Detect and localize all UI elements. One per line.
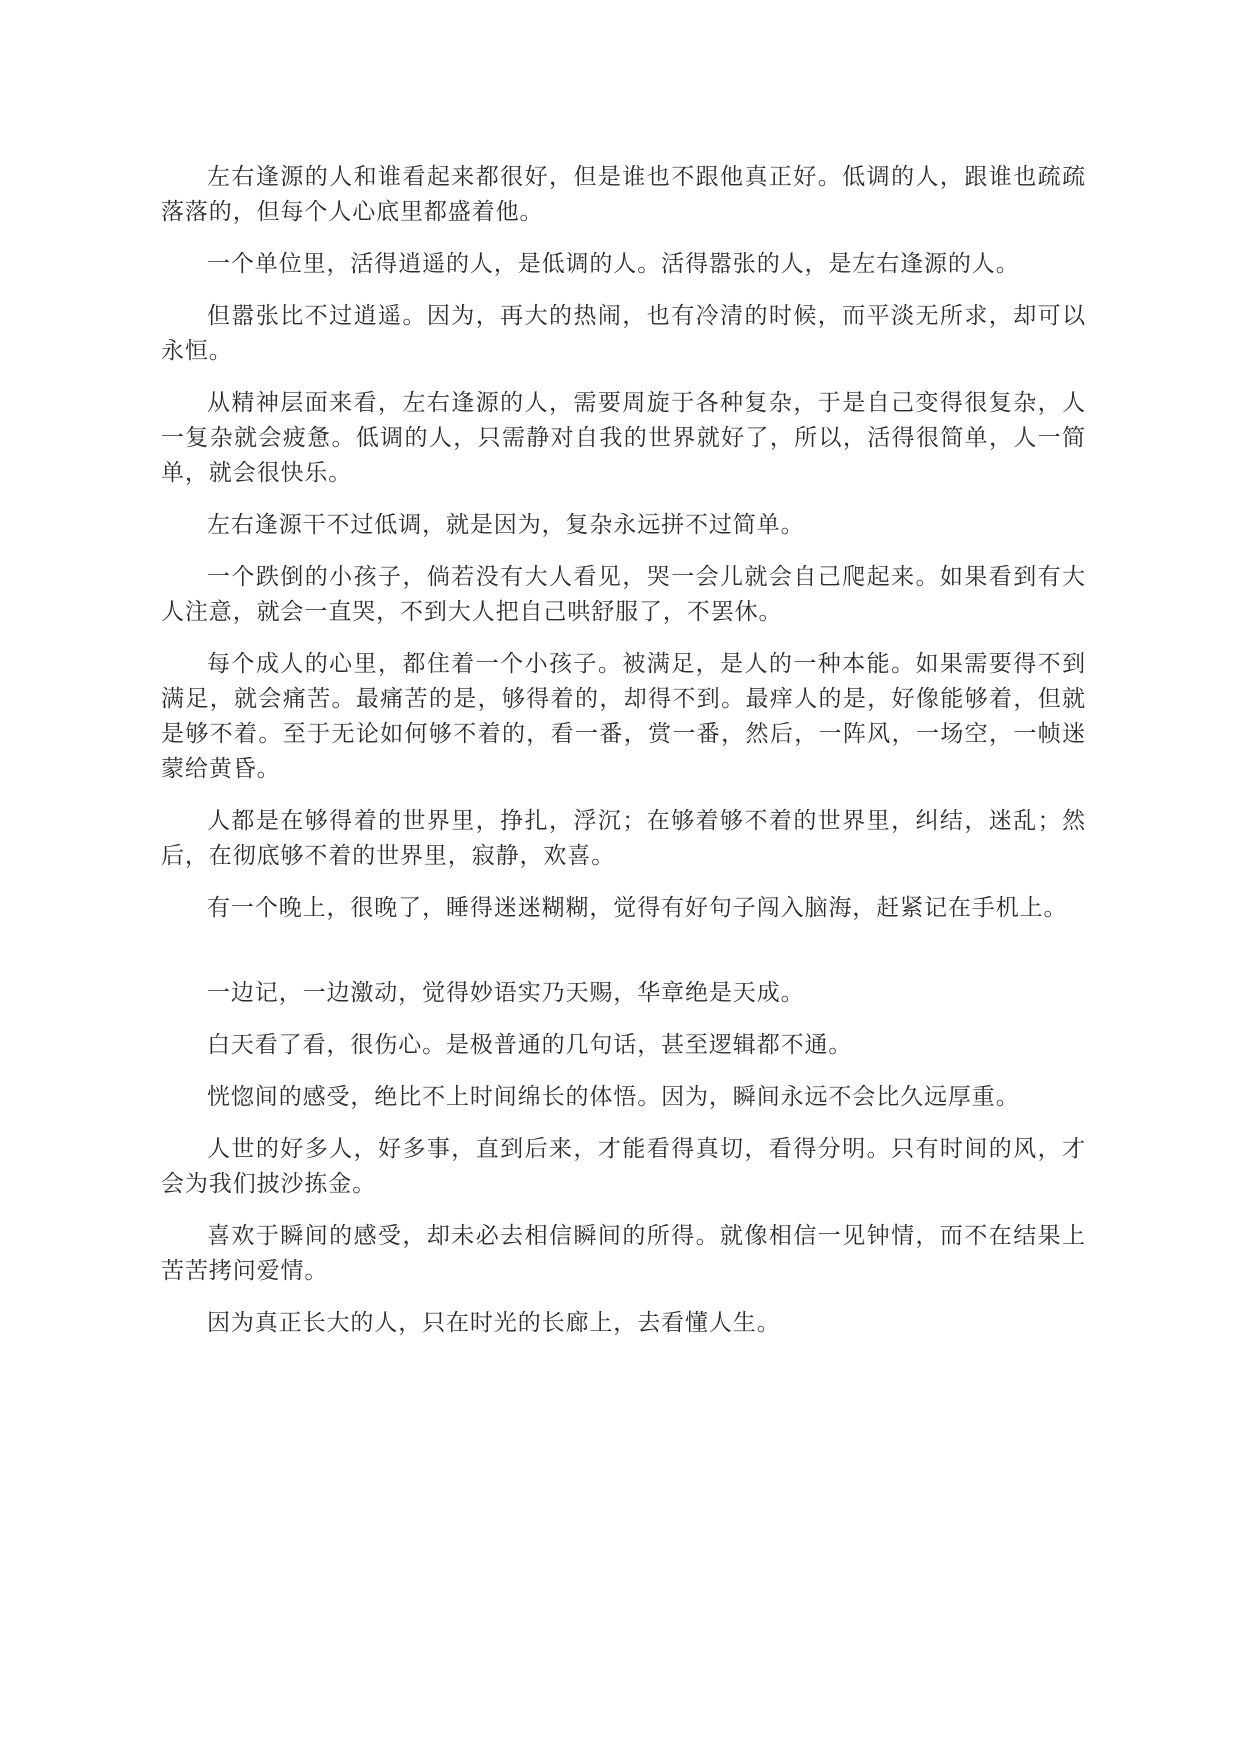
paragraph: 有一个晚上，很晚了，睡得迷迷糊糊，觉得有好句子闯入脑海，赶紧记在手机上。 — [207, 895, 1068, 921]
document-body — [161, 160, 1086, 1358]
paragraph: 一边记，一边激动，觉得妙语实乃天赐，华章绝是天成。 — [207, 980, 805, 1006]
paragraph: 喜欢于瞬间的感受，却未必去相信瞬间的所得。就像相信一见钟情，而不在结果上苦苦拷问爱情。 — [161, 1223, 1086, 1284]
paragraph: 人都是在够得着的世界里，挣扎，浮沉；在够着够不着的世界里，纠结，迷乱；然后，在彻底够不着的世界里，寂静，欢喜。 — [161, 808, 1086, 869]
paragraph: 左右逢源干不过低调，就是因为，复杂永远拼不过简单。 — [207, 512, 805, 538]
paragraph: 但嚣张比不过逍遥。因为，再大的热闹，也有冷清的时候，而平淡无所求，却可以永恒。 — [161, 303, 1086, 364]
paragraph: 从精神层面来看，左右逢源的人，需要周旋于各种复杂，于是自己变得很复杂，人一复杂就会疲惫。低调的人，只需静对自我的世界就好了，所以，活得很简单，人一简单，就会很快乐。 — [161, 390, 1086, 486]
paragraph: 白天看了看，很伤心。是极普通的几句话，甚至逻辑都不通。 — [207, 1032, 853, 1058]
paragraph: 恍惚间的感受，绝比不上时间绵长的体悟。因为，瞬间永远不会比久远厚重。 — [207, 1084, 1020, 1110]
paragraph: 人世的好多人，好多事，直到后来，才能看得真切，看得分明。只有时间的风，才会为我们披沙拣金。 — [161, 1136, 1086, 1197]
paragraph: 左右逢源的人和谁看起来都很好，但是谁也不跟他真正好。低调的人，跟谁也疏疏落落的，但每个人心底里都盛着他。 — [161, 164, 1086, 225]
paragraph: 每个成人的心里，都住着一个小孩子。被满足，是人的一种本能。如果需要得不到满足，就会痛苦。最痛苦的是，够得着的，却得不到。最痒人的是，好像能够着，但就是够不着。至于无论如何够不着的，看一番，赏一番，然后，一阵风，一场空，一帧迷蒙给黄昏。 — [161, 651, 1086, 782]
paragraph: 因为真正长大的人，只在时光的长廊上，去看懂人生。 — [207, 1310, 781, 1336]
paragraph: 一个跌倒的小孩子，倘若没有大人看见，哭一会儿就会自己爬起来。如果看到有大人注意，就会一直哭，不到大人把自己哄舒服了，不罢休。 — [161, 564, 1086, 625]
paragraph: 一个单位里，活得逍遥的人，是低调的人。活得嚣张的人，是左右逢源的人。 — [207, 251, 1020, 277]
